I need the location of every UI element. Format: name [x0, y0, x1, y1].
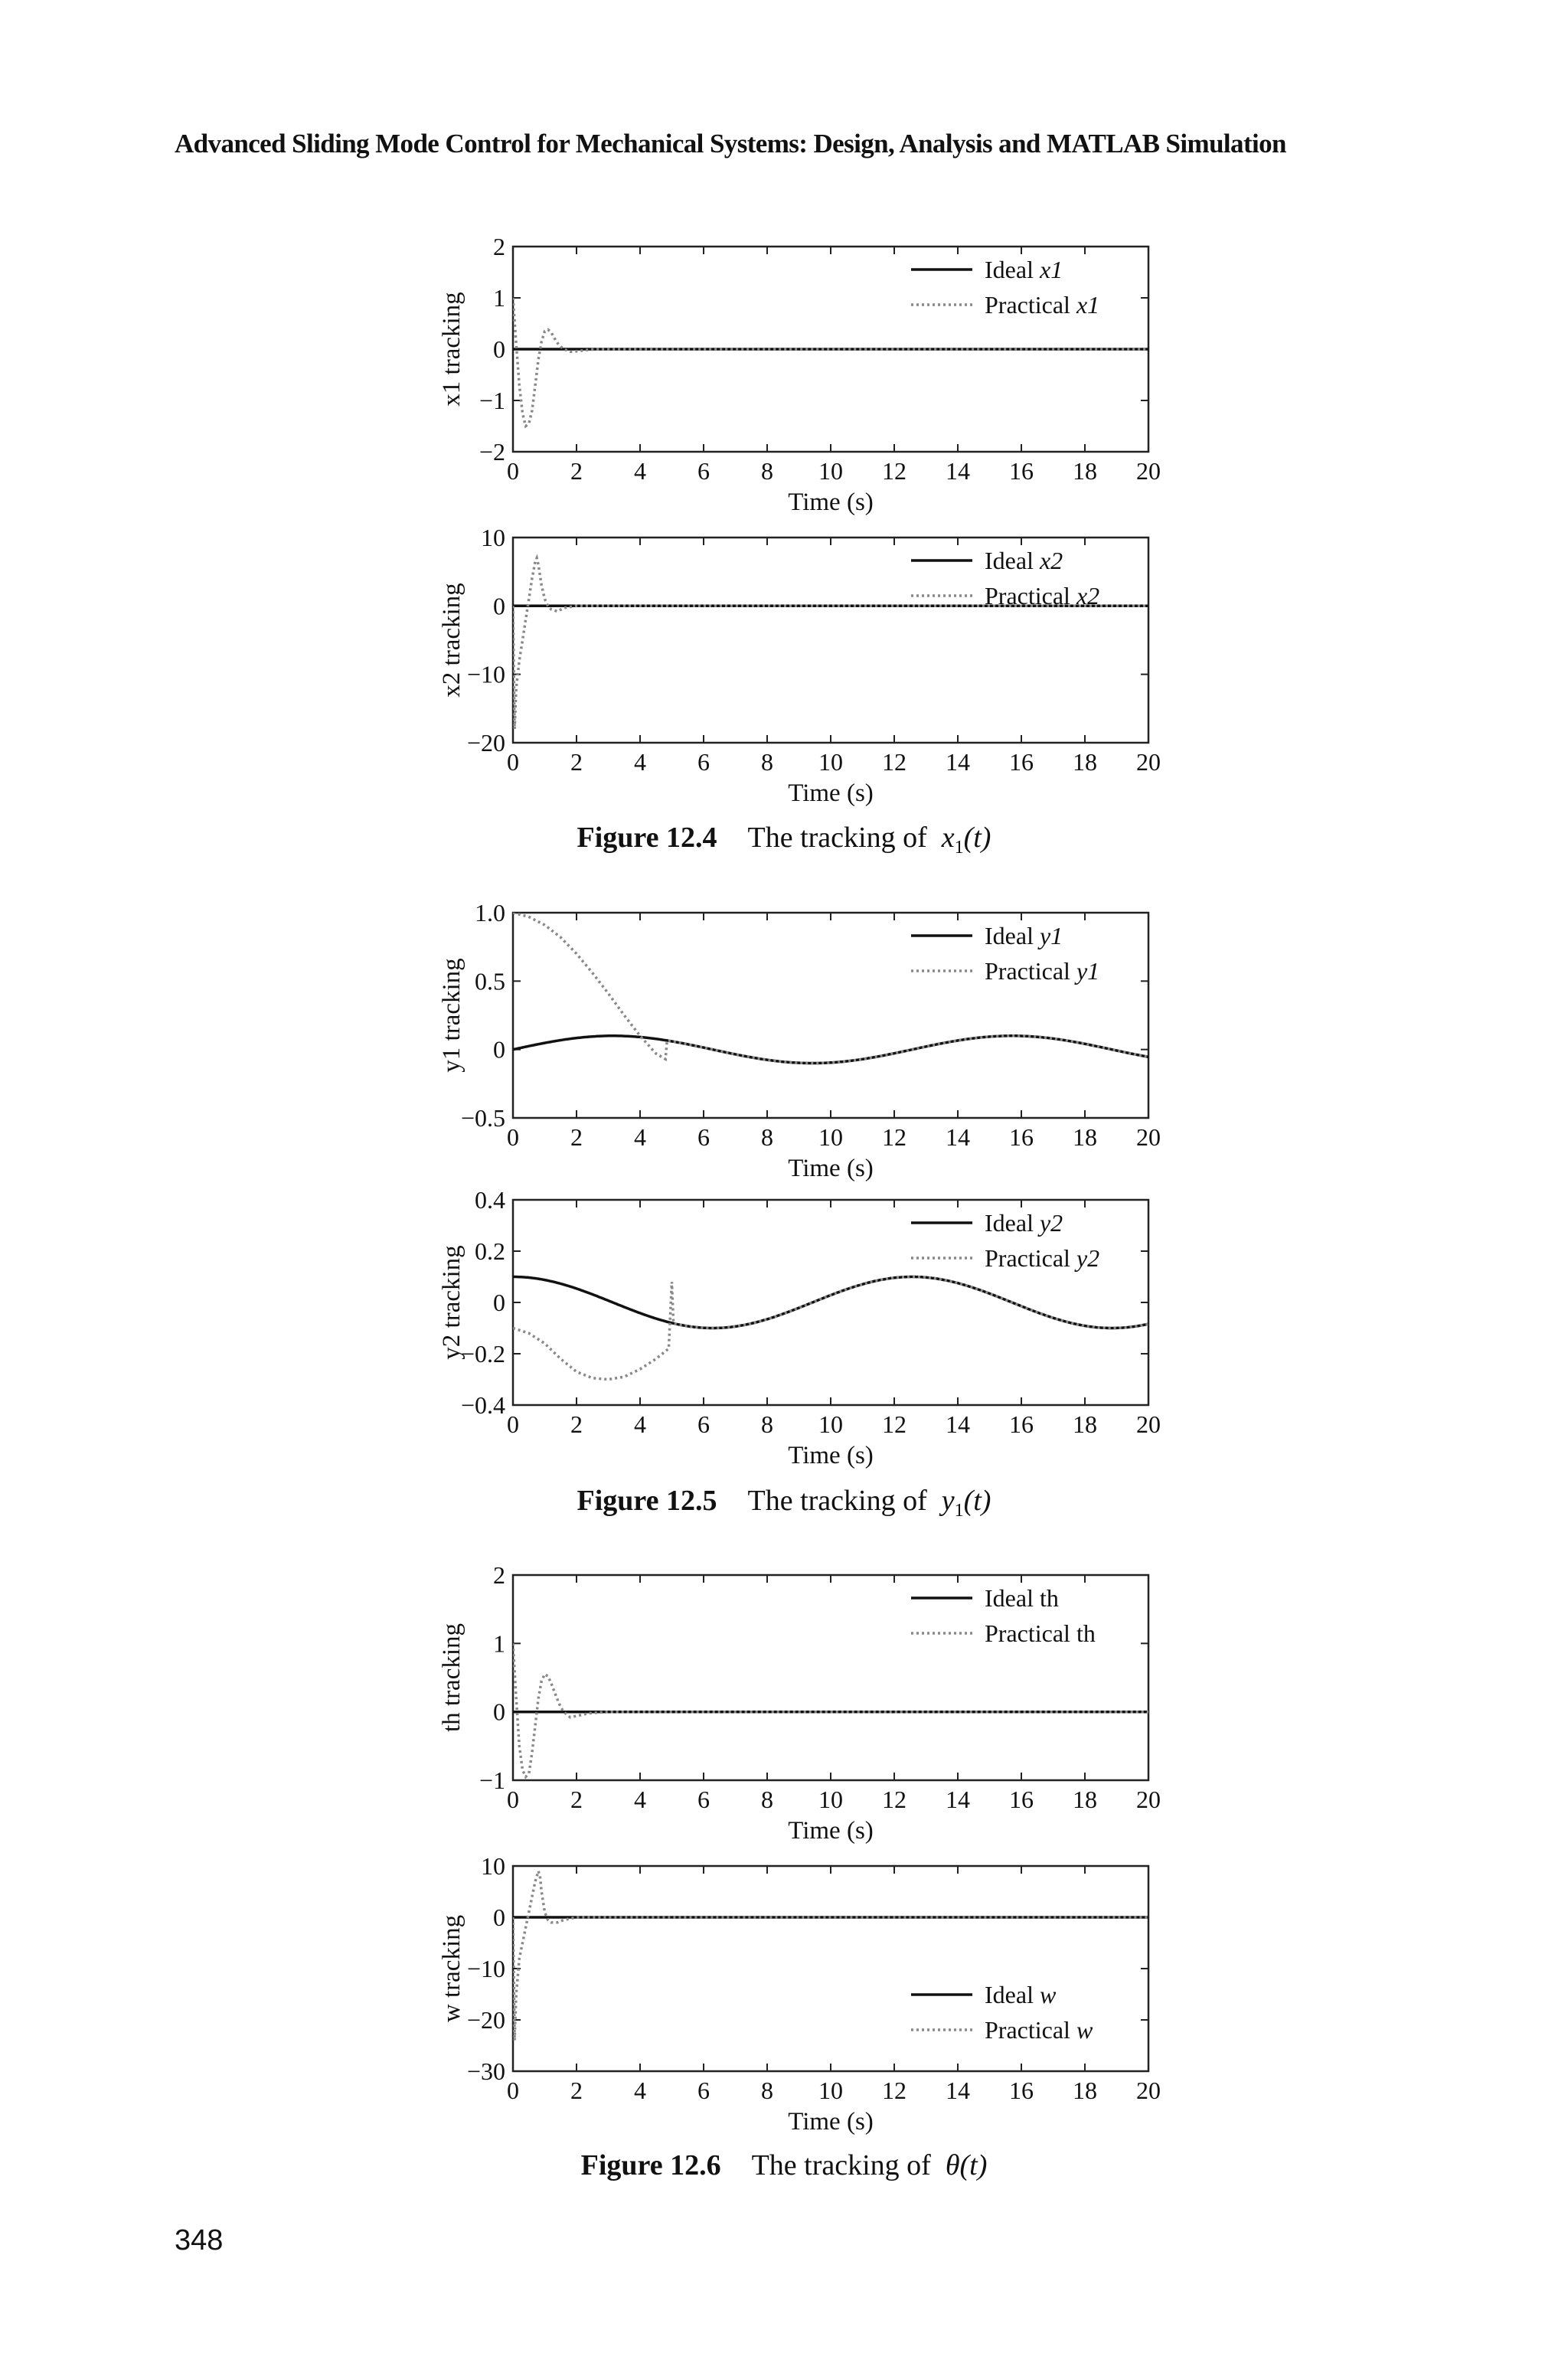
th-tracking-chart [429, 1558, 1164, 1857]
x-tick-label: 0 [507, 2077, 519, 2104]
x-tick-label: 6 [697, 2077, 710, 2104]
y-tick-label: −0.2 [460, 1340, 505, 1368]
x-tick-label: 4 [634, 1410, 646, 1438]
x-tick-label: 16 [1009, 1786, 1034, 1813]
x-tick-label: 18 [1073, 1123, 1097, 1151]
y-tick-label: 0 [493, 1904, 505, 1931]
y-tick-label: −10 [466, 660, 505, 688]
caption-text: The tracking of [751, 2149, 931, 2181]
y-tick-label: −20 [466, 2006, 505, 2034]
x-tick-label: 6 [697, 1123, 710, 1151]
legend-label: Practical th [985, 1619, 1096, 1647]
x-tick-label: 12 [882, 2077, 906, 2104]
x-tick-label: 8 [761, 1786, 773, 1813]
x-tick-label: 16 [1009, 457, 1034, 485]
y-tick-label: 0 [493, 592, 505, 620]
x-tick-label: 2 [570, 1410, 583, 1438]
x-tick-label: 8 [761, 1410, 773, 1438]
x-tick-label: 6 [697, 457, 710, 485]
x-tick-label: 18 [1073, 457, 1097, 485]
x-tick-label: 2 [570, 1123, 583, 1151]
page-number: 348 [175, 2224, 224, 2256]
x-tick-label: 12 [882, 1410, 906, 1438]
x-axis-label: Time (s) [788, 489, 874, 516]
caption-subscript: 1 [954, 1501, 964, 1521]
x-tick-label: 2 [570, 748, 583, 776]
x-tick-label: 14 [946, 748, 970, 776]
y-axis-label: th tracking [438, 1622, 466, 1733]
x-axis-label: Time (s) [788, 1155, 874, 1182]
x-tick-label: 16 [1009, 748, 1034, 776]
legend-label: Practical x2 [985, 582, 1100, 609]
x-tick-label: 14 [946, 2077, 970, 2104]
x-tick-label: 16 [1009, 1123, 1034, 1151]
x-tick-label: 6 [697, 1410, 710, 1438]
legend-label: Ideal x1 [985, 256, 1063, 283]
x-tick-label: 10 [818, 2077, 843, 2104]
x-tick-label: 16 [1009, 1410, 1034, 1438]
y-tick-label: 10 [481, 1852, 505, 1880]
y-tick-label: −0.4 [460, 1391, 505, 1419]
x-tick-label: 12 [882, 748, 906, 776]
y-tick-label: −1 [479, 387, 505, 414]
x-tick-label: 0 [507, 748, 519, 776]
y-axis-label: x2 tracking [438, 583, 466, 698]
legend-label: Practical x1 [985, 291, 1100, 319]
legend-label: Practical w [985, 2016, 1093, 2044]
y-tick-label: 2 [493, 233, 505, 260]
figure-12-4-caption [0, 821, 1568, 858]
y-tick-label: 0 [493, 1698, 505, 1726]
y-tick-label: 0 [493, 1035, 505, 1064]
y1-tracking-chart [429, 896, 1164, 1194]
figure-12-6-caption [0, 2149, 1568, 2186]
legend-label: Ideal y1 [985, 922, 1063, 949]
figure-number: Figure 12.4 [577, 822, 717, 854]
x-tick-label: 0 [507, 1410, 519, 1438]
y-tick-label: −1 [479, 1766, 505, 1794]
x-tick-label: 2 [570, 1786, 583, 1813]
caption-arg: (t) [959, 2149, 988, 2181]
y-tick-label: 2 [493, 1561, 505, 1589]
x-tick-label: 8 [761, 457, 773, 485]
x-tick-label: 6 [697, 1786, 710, 1813]
x-tick-label: 10 [818, 1410, 843, 1438]
legend-label: Practical y2 [985, 1244, 1100, 1272]
x-axis-label: Time (s) [788, 2108, 874, 2136]
x-tick-label: 0 [507, 1786, 519, 1813]
y-tick-label: 0 [493, 335, 505, 363]
w-tracking-chart [429, 1849, 1164, 2148]
x-tick-label: 18 [1073, 1786, 1097, 1813]
x-tick-label: 10 [818, 1123, 843, 1151]
y-axis-label: x1 tracking [438, 292, 466, 407]
x-tick-label: 12 [882, 1123, 906, 1151]
caption-symbol: y [941, 1485, 955, 1517]
x-tick-label: 14 [946, 457, 970, 485]
y-axis-label: y2 tracking [438, 1245, 466, 1360]
x-tick-label: 8 [761, 748, 773, 776]
x-tick-label: 18 [1073, 748, 1097, 776]
y-tick-label: 0.2 [475, 1237, 505, 1265]
x-tick-label: 8 [761, 1123, 773, 1151]
x-tick-label: 20 [1136, 1410, 1161, 1438]
x2-tracking-chart [429, 521, 1164, 819]
x-axis-label: Time (s) [788, 1817, 874, 1845]
x-tick-label: 10 [818, 1786, 843, 1813]
legend-label: Ideal y2 [985, 1209, 1063, 1237]
x-tick-label: 6 [697, 748, 710, 776]
x-tick-label: 14 [946, 1786, 970, 1813]
figure-number: Figure 12.5 [577, 1485, 717, 1517]
x-tick-label: 18 [1073, 2077, 1097, 2104]
caption-text: The tracking of [747, 822, 927, 854]
x-tick-label: 14 [946, 1123, 970, 1151]
x-tick-label: 12 [882, 457, 906, 485]
x-tick-label: 4 [634, 748, 646, 776]
x-tick-label: 4 [634, 1786, 646, 1813]
x-tick-label: 8 [761, 2077, 773, 2104]
y-tick-label: −2 [479, 438, 505, 466]
running-head: Advanced Sliding Mode Control for Mechanical Systems: Design, Analysis and MATLAB Simulation [175, 129, 1286, 158]
x-tick-label: 2 [570, 457, 583, 485]
y2-tracking-chart [429, 1183, 1164, 1482]
y-tick-label: 0.5 [475, 967, 505, 995]
caption-symbol: x [941, 822, 955, 854]
y-tick-label: −30 [466, 2057, 505, 2085]
legend-label: Practical y1 [985, 957, 1100, 985]
y-tick-label: 1 [493, 284, 505, 312]
figure-number: Figure 12.6 [580, 2149, 721, 2181]
x-tick-label: 4 [634, 2077, 646, 2104]
legend-label: Ideal x2 [985, 547, 1063, 574]
legend-label: Ideal w [985, 1981, 1057, 2008]
y-tick-label: 0.4 [475, 1186, 505, 1214]
x-tick-label: 20 [1136, 457, 1161, 485]
figure-12-5-caption [0, 1484, 1568, 1521]
caption-arg: (t) [963, 822, 991, 854]
x-tick-label: 10 [818, 457, 843, 485]
x-tick-label: 0 [507, 1123, 519, 1151]
y-tick-label: 1.0 [475, 899, 505, 926]
x-axis-label: Time (s) [788, 1442, 874, 1469]
y-tick-label: −20 [466, 729, 505, 757]
x1-tracking-chart [429, 230, 1164, 528]
x-tick-label: 2 [570, 2077, 583, 2104]
x-tick-label: 20 [1136, 2077, 1161, 2104]
x-tick-label: 14 [946, 1410, 970, 1438]
y-tick-label: −0.5 [460, 1104, 505, 1132]
x-tick-label: 4 [634, 457, 646, 485]
y-axis-label: w tracking [438, 1914, 466, 2023]
x-tick-label: 20 [1136, 1786, 1161, 1813]
x-tick-label: 10 [818, 748, 843, 776]
caption-text: The tracking of [747, 1485, 927, 1517]
x-axis-label: Time (s) [788, 779, 874, 807]
caption-subscript: 1 [954, 838, 964, 858]
y-tick-label: 0 [493, 1289, 505, 1316]
x-tick-label: 16 [1009, 2077, 1034, 2104]
caption-arg: (t) [963, 1485, 991, 1517]
y-tick-label: 1 [493, 1629, 505, 1658]
x-tick-label: 0 [507, 457, 519, 485]
y-axis-label: y1 tracking [438, 958, 466, 1073]
x-tick-label: 18 [1073, 1410, 1097, 1438]
x-tick-label: 20 [1136, 1123, 1161, 1151]
legend-label: Ideal th [985, 1584, 1059, 1612]
y-tick-label: 10 [481, 524, 505, 551]
x-tick-label: 20 [1136, 748, 1161, 776]
caption-symbol: θ [945, 2149, 960, 2181]
x-tick-label: 12 [882, 1786, 906, 1813]
y-tick-label: −10 [466, 1955, 505, 1982]
x-tick-label: 4 [634, 1123, 646, 1151]
